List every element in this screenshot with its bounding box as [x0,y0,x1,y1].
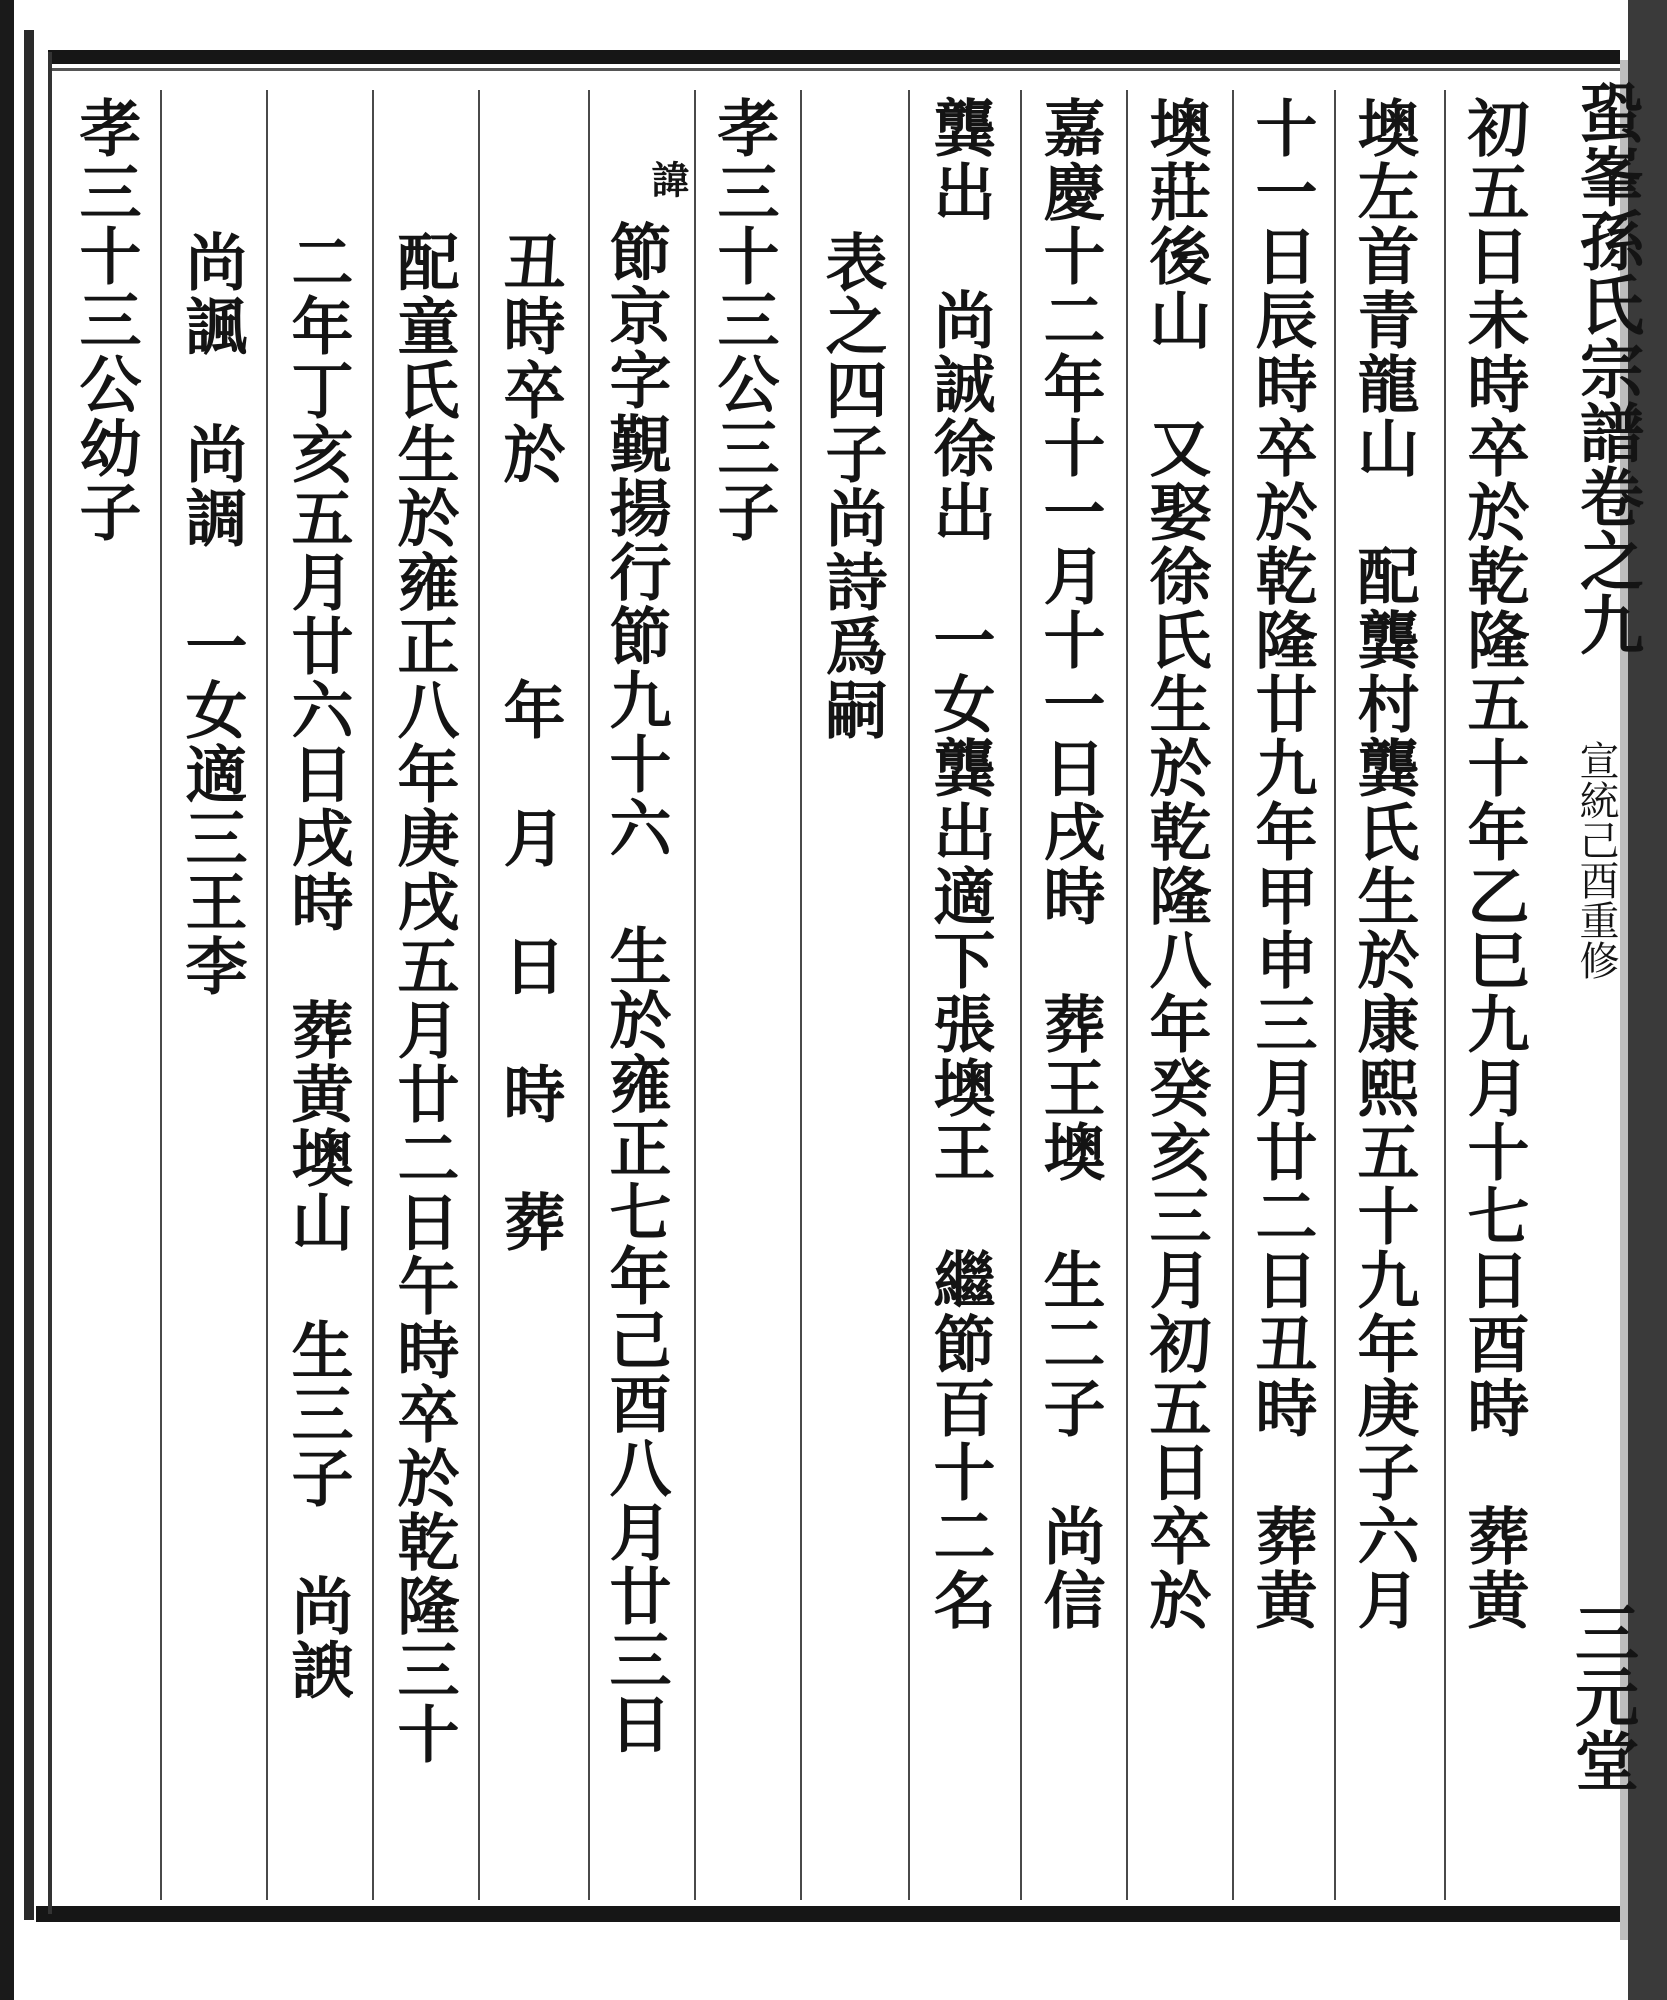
column-divider [160,90,162,1900]
frame-rule-top [48,50,1620,64]
text-column: 表之四子尚詩爲嗣 [815,230,888,742]
text-column: 孝三十三公三子 [707,96,780,544]
hall-name: 三元堂 [1564,1600,1639,1792]
edition-note: 宣統己酉重修 [1573,740,1619,980]
column-divider [1126,90,1128,1900]
frame-rule-left [48,52,52,1914]
frame-rule-top-thin [48,68,1620,71]
text-column: 龔出 尚誠徐出 一女龔出適下張墺王 繼節百十二名 [923,96,996,1632]
text-column: 初五日未時卒於乾隆五十年乙巳九月十七日酉時 葬黄 [1457,96,1530,1632]
text-column: 配童氏生於雍正八年庚戌五月廿二日午時卒於乾隆三十 [387,230,460,1766]
column-divider [588,90,590,1900]
column-divider [372,90,374,1900]
binding-edge-left [0,0,14,2000]
text-column: 十一日辰時卒於乾隆廿九年甲申三月廿二日丑時 葬黄 [1245,96,1318,1632]
text-column: 丑時卒於 年 月 日 時 葬 [493,230,566,1254]
column-divider [1020,90,1022,1900]
column-divider [478,90,480,1900]
column-divider [800,90,802,1900]
text-column: 墺左首青龍山 配龔村龔氏生於康熙五十九年庚子六月 [1347,96,1420,1632]
text-column: 二年丁亥五月廿六日戌時 葬黄墺山 生三子 尚諛 [281,230,354,1702]
text-column: 孝三十三公幼子 [69,96,142,544]
column-divider [266,90,268,1900]
text-column: 墺莊後山 又娶徐氏生於乾隆八年癸亥三月初五日卒於 [1139,96,1212,1632]
name-annotation: 諱 [645,160,690,200]
column-divider [694,90,696,1900]
column-divider [1232,90,1234,1900]
binding-edge-left-inner [24,30,34,1920]
column-divider [1334,90,1336,1900]
text-column: 嘉慶十二年十一月十一日戌時 葬王墺 生二子 尚信 [1033,96,1106,1632]
column-divider [1444,90,1446,1900]
text-column: 節京字覲揚行節九十六 生於雍正七年己酉八月廿三日 [599,220,672,1756]
frame-rule-bottom [36,1906,1620,1922]
column-divider [908,90,910,1900]
volume-title: 蛩峯孫氏宗譜卷之九 [1569,80,1644,656]
text-column: 尚諷 尚調 一女適三王李 [175,230,248,998]
